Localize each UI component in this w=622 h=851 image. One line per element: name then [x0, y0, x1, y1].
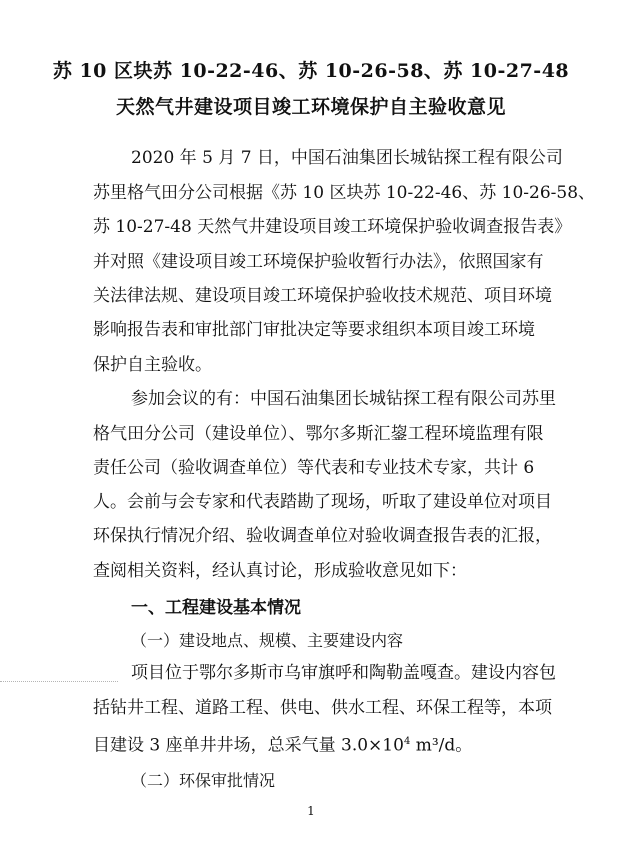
paragraph3-line: [93, 731, 472, 757]
paragraph1-line: 保护自主验收。: [93, 355, 212, 375]
paragraph2-line: 查阅相关资料，经认真讨论，形成验收意见如下：: [93, 561, 467, 581]
paragraph1-line: 关法律法规、建设项目竣工环境保护验收技术规范、项目环境: [93, 286, 552, 306]
paragraph3-unit: m³/d。: [410, 735, 473, 756]
page-number: 1: [307, 804, 315, 818]
paragraph1-line: 苏 10-27-48 天然气井建设项目竣工环境保护验收调查报告表》: [93, 217, 572, 237]
exponent: 4: [403, 736, 411, 747]
subsection-heading: （二）环保审批情况: [131, 771, 276, 790]
document-title-line1: 苏 10 区块苏 10-22-46、苏 10-26-58、苏 10-27-48: [52, 60, 570, 82]
subsection-heading: （一）建设地点、规模、主要建设内容: [131, 631, 404, 650]
paragraph1-line: 苏里格气田分公司根据《苏 10 区块苏 10-22-46、苏 10-26-58、: [93, 183, 596, 203]
document-title-line2: 天然气井建设项目竣工环境保护自主验收意见: [115, 96, 506, 118]
paragraph2-line: 人。会前与会专家和代表踏勘了现场，听取了建设单位对项目: [93, 492, 552, 512]
paragraph3-text: 目建设 3 座单井井场，总采气量 3.0×10: [93, 735, 404, 756]
section-heading: 一、工程建设基本情况: [131, 598, 301, 618]
margin-dotted-rule: [0, 681, 118, 682]
paragraph1-line: 并对照《建设项目竣工环境保护验收暂行办法》，依照国家有: [93, 252, 544, 272]
paragraph1-line: 影响报告表和审批部门审批决定等要求组织本项目竣工环境: [93, 320, 535, 340]
paragraph1-line: 2020 年 5 月 7 日，中国石油集团长城钻探工程有限公司: [131, 148, 563, 168]
paragraph2-line: 环保执行情况介绍、验收调查单位对验收调查报告表的汇报，: [93, 526, 552, 546]
paragraph2-line: 责任公司（验收调查单位）等代表和专业技术专家，共计 6: [93, 458, 535, 478]
paragraph2-line: 参加会议的有：中国石油集团长城钻探工程有限公司苏里: [131, 389, 556, 409]
paragraph3-line: 项目位于鄂尔多斯市乌审旗呼和陶勒盖嘎查。建设内容包: [131, 663, 556, 683]
paragraph2-line: 格气田分公司（建设单位）、鄂尔多斯汇鋆工程环境监理有限: [93, 424, 544, 444]
paragraph3-line: 括钻井工程、道路工程、供电、供水工程、环保工程等，本项: [93, 698, 552, 718]
